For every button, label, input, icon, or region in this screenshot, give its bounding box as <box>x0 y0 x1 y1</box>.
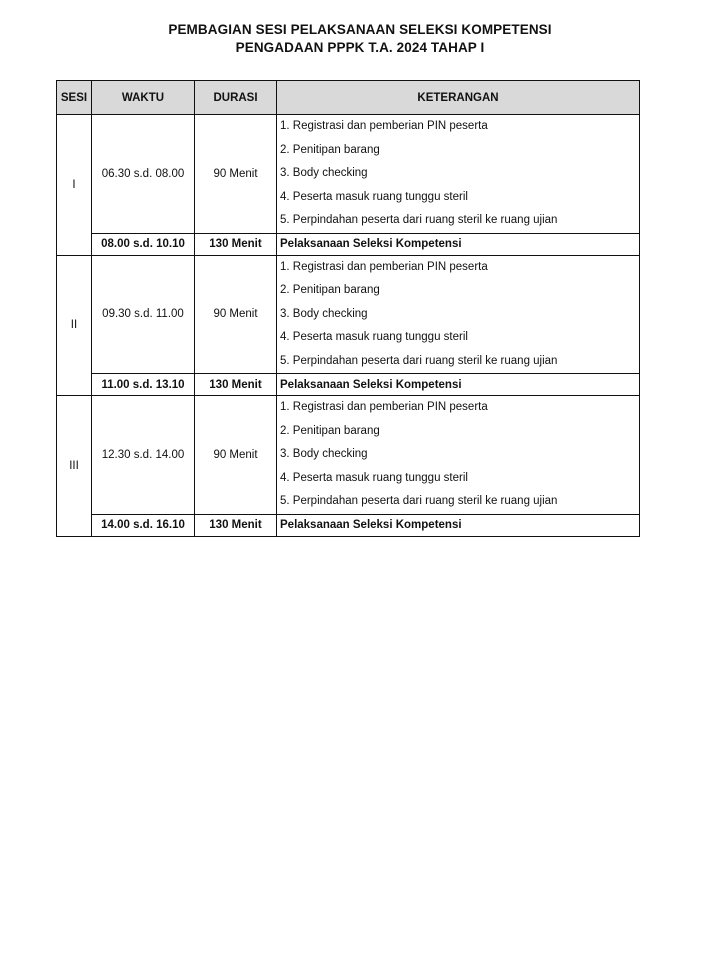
prep-duration: 90 Menit <box>195 255 277 374</box>
session-prep-row <box>57 396 640 515</box>
list-item: 1. Registrasi dan pemberian PIN peserta <box>280 401 488 413</box>
header-durasi: DURASI <box>195 81 277 115</box>
session-prep-row <box>57 115 640 234</box>
exam-label: Pelaksanaan Seleksi Kompetensi <box>277 514 640 536</box>
session-exam-row <box>57 514 640 536</box>
document-subtitle: PENGADAAN PPPK T.A. 2024 TAHAP I <box>235 40 485 55</box>
list-item: 5. Perpindahan peserta dari ruang steril ke ruang ujian <box>280 354 558 367</box>
session-exam-row <box>57 233 640 255</box>
session-number: III <box>57 396 92 537</box>
list-item: 5. Perpindahan peserta dari ruang steril ke ruang ujian <box>280 495 558 507</box>
list-item: 4. Peserta masuk ruang tunggu steril <box>280 190 468 203</box>
prep-steps-cell <box>277 396 640 515</box>
list-item: 5. Perpindahan peserta dari ruang steril ke ruang ujian <box>280 214 558 226</box>
header-waktu: WAKTU <box>92 81 195 115</box>
exam-duration: 130 Menit <box>195 233 277 255</box>
list-item: 2. Penitipan barang <box>280 284 380 296</box>
header-sesi: SESI <box>57 81 92 115</box>
prep-time: 09.30 s.d. 11.00 <box>92 255 195 374</box>
exam-label: Pelaksanaan Seleksi Kompetensi <box>277 233 640 255</box>
session-number: II <box>57 255 92 396</box>
exam-time: 08.00 s.d. 10.10 <box>92 233 195 255</box>
exam-label: Pelaksanaan Seleksi Kompetensi <box>277 374 640 396</box>
prep-duration: 90 Menit <box>195 396 277 515</box>
prep-steps-cell <box>277 255 640 374</box>
list-item: 1. Registrasi dan pemberian PIN peserta <box>280 120 488 132</box>
list-item: 2. Penitipan barang <box>280 143 380 156</box>
exam-time: 11.00 s.d. 13.10 <box>92 374 195 396</box>
document-title: PEMBAGIAN SESI PELAKSANAAN SELEKSI KOMPETENSI <box>168 22 552 37</box>
session-schedule-table <box>56 80 640 537</box>
list-item: 3. Body checking <box>280 167 368 179</box>
list-item: 2. Penitipan barang <box>280 424 380 437</box>
table-body <box>57 115 640 537</box>
list-item: 1. Registrasi dan pemberian PIN peserta <box>280 260 488 273</box>
exam-duration: 130 Menit <box>195 514 277 536</box>
table-header-row <box>57 81 640 115</box>
list-item: 4. Peserta masuk ruang tunggu steril <box>280 471 468 484</box>
prep-time: 12.30 s.d. 14.00 <box>92 396 195 515</box>
exam-duration: 130 Menit <box>195 374 277 396</box>
prep-steps-list <box>277 115 639 233</box>
session-number: I <box>57 115 92 256</box>
prep-steps-list <box>277 396 639 514</box>
header-keterangan: KETERANGAN <box>277 81 640 115</box>
session-exam-row <box>57 374 640 396</box>
list-item: 3. Body checking <box>280 307 368 320</box>
list-item: 4. Peserta masuk ruang tunggu steril <box>280 331 468 343</box>
prep-time: 06.30 s.d. 08.00 <box>92 115 195 234</box>
prep-steps-cell <box>277 115 640 234</box>
prep-steps-list <box>277 256 639 374</box>
prep-duration: 90 Menit <box>195 115 277 234</box>
exam-time: 14.00 s.d. 16.10 <box>92 514 195 536</box>
list-item: 3. Body checking <box>280 448 368 460</box>
session-prep-row <box>57 255 640 374</box>
